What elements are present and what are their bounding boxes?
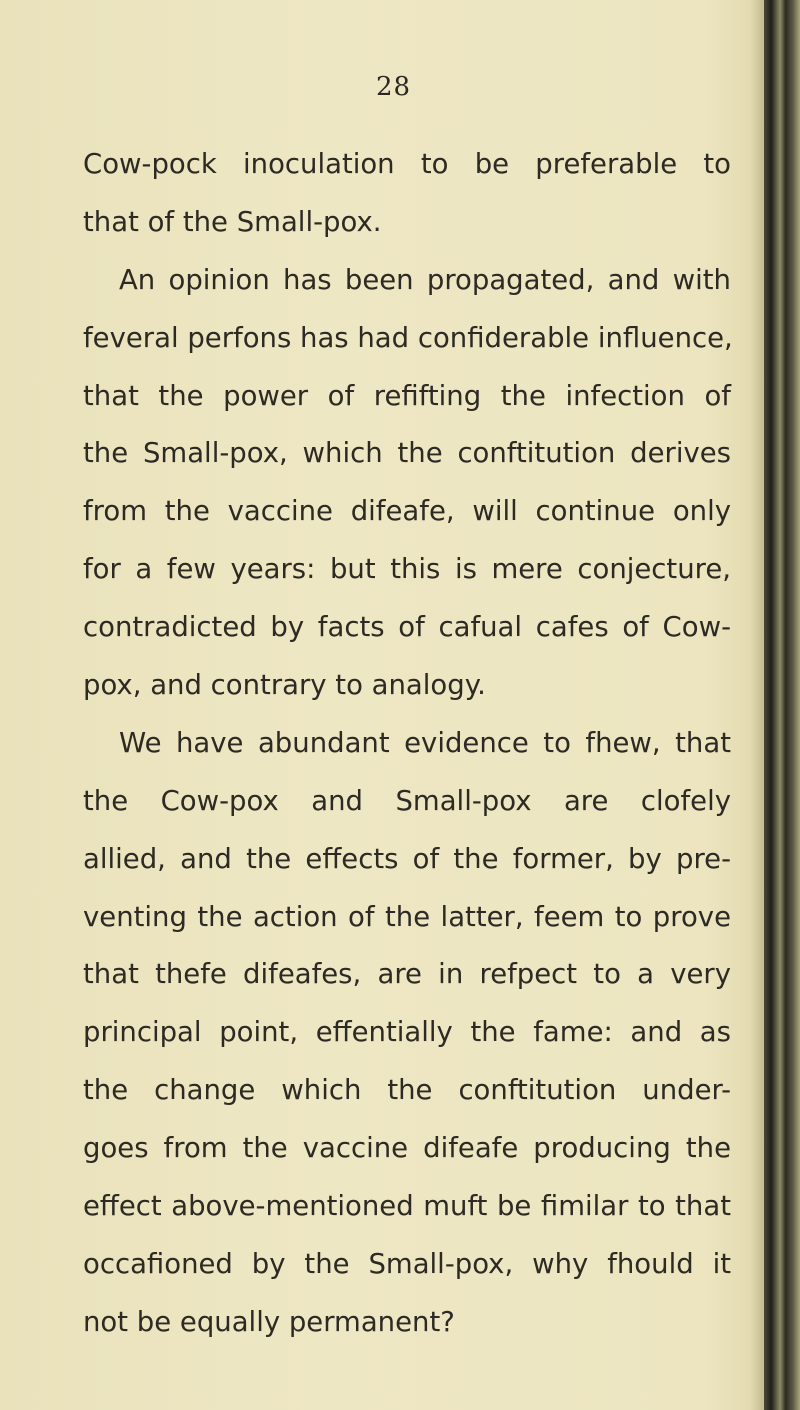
text-line: effect above-mentioned muft be fimilar to that	[83, 1190, 731, 1223]
text-line: that the power of refifting the infection of	[83, 379, 731, 412]
text-line: feveral perfons has had confiderable influence,	[83, 321, 733, 354]
text-line: from the vaccine difeafe, will continue only	[83, 495, 731, 528]
text-line: not be equally permanent?	[83, 1305, 455, 1338]
text-line: that of the Small-pox.	[83, 205, 382, 238]
text-line: An opinion has been propagated, and with	[119, 263, 731, 296]
text-line: We have abundant evidence to fhew, that	[119, 726, 731, 759]
text-line: Cow-pock inoculation to be preferable to	[83, 148, 731, 180]
text-line: the Cow-pox and Small-pox are clofely	[83, 784, 731, 817]
text-line: allied, and the effects of the former, by pre-	[83, 842, 731, 875]
binding-shadow	[750, 0, 764, 1410]
text-line: for a few years: but this is mere conjecture,	[83, 553, 731, 586]
text-line: venting the action of the latter, feem to prove	[83, 900, 731, 933]
text-line: pox, and contrary to analogy.	[83, 669, 486, 702]
text-line: occafioned by the Small-pox, why fhould it	[83, 1247, 731, 1280]
text-line: that thefe difeafes, are in refpect to a very	[83, 958, 731, 991]
page-number: 28	[376, 72, 412, 102]
text-line: the Small-pox, which the conftitution derives	[83, 437, 731, 470]
text-line: the change which the conftitution under-	[83, 1074, 731, 1107]
text-line: principal point, effentially the fame: and as	[83, 1016, 731, 1049]
text-line: goes from the vaccine difeafe producing the	[83, 1132, 731, 1165]
book-binding-edge	[764, 0, 800, 1410]
body-text	[83, 140, 731, 1356]
text-line: contradicted by facts of cafual cafes of Cow-	[83, 611, 731, 644]
